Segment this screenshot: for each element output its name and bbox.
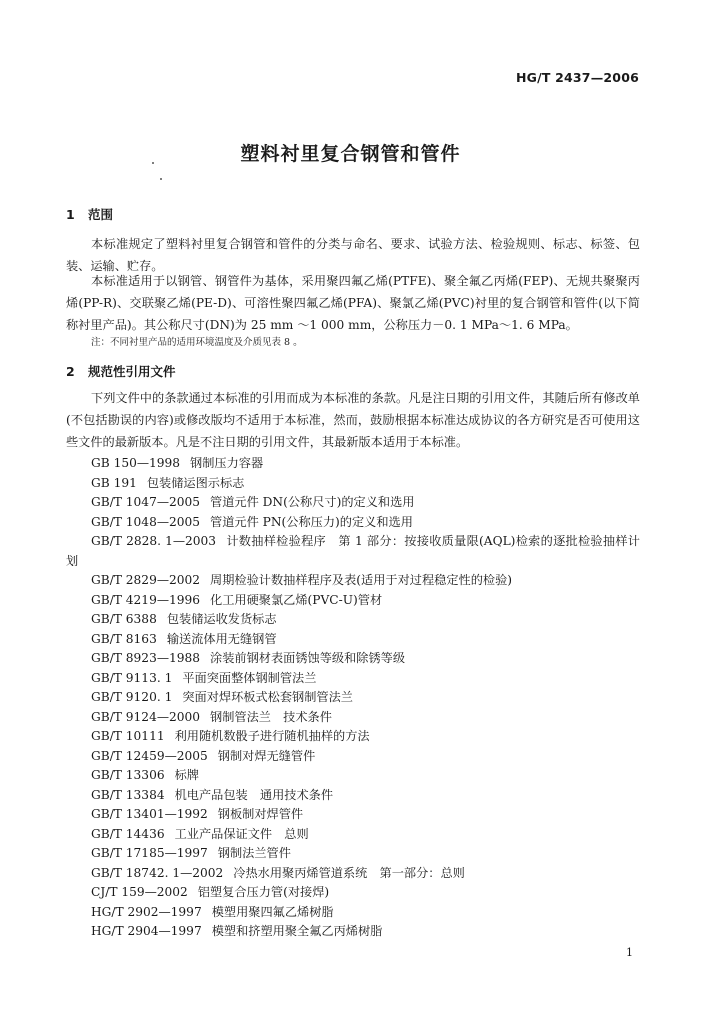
reference-item xyxy=(66,532,640,571)
reference-code: GB/T 4219—1996 xyxy=(91,592,201,607)
reference-code: GB/T 14436 xyxy=(91,826,165,841)
reference-code: GB/T 9120. 1 xyxy=(91,690,173,704)
reference-title: 平面突面整体钢制管法兰 xyxy=(182,670,317,685)
scope-note: 注：不同衬里产品的适用环境温度及介质见表 8 。 xyxy=(91,337,303,348)
reference-title: 钢制压力容器 xyxy=(190,456,264,470)
reference-title: 包装储运收发货标志 xyxy=(166,612,277,626)
reference-title: 涂装前钢材表面锈蚀等级和除锈等级 xyxy=(210,651,406,665)
reference-code: GB/T 1048—2005 xyxy=(91,514,201,529)
reference-title: 模塑和挤塑用聚全氟乙丙烯树脂 xyxy=(211,924,383,938)
reference-title: 工业产品保证文件 总则 xyxy=(174,826,309,841)
reference-title: 突面对焊环板式松套钢制管法兰 xyxy=(182,690,353,704)
reference-item xyxy=(66,493,640,513)
reference-code: GB/T 2829—2002 xyxy=(91,573,201,587)
reference-item xyxy=(66,513,640,533)
reference-title: 包装储运图示标志 xyxy=(146,475,245,490)
reference-item xyxy=(66,610,640,630)
document-title: 塑料衬里复合钢管和管件 xyxy=(240,143,461,165)
reference-code: GB 191 xyxy=(91,475,137,490)
reference-code: GB/T 12459—2005 xyxy=(91,748,208,763)
reference-title: 输送流体用无缝钢管 xyxy=(166,631,277,646)
reference-code: GB/T 8163 xyxy=(91,631,157,646)
reference-item xyxy=(66,805,640,825)
reference-item xyxy=(66,883,640,903)
reference-item xyxy=(66,669,640,689)
scan-speck xyxy=(152,162,154,164)
reference-title: 钢制管法兰 技术条件 xyxy=(210,709,332,724)
standard-code: HG/T 2437—2006 xyxy=(515,70,639,85)
reference-title: 标牌 xyxy=(174,768,199,782)
reference-code: GB/T 13401—1992 xyxy=(91,807,208,821)
reference-title: 计数抽样检验程序 第 1 部分：按接收质量限(AQL)检索的逐批检验抽样计划 xyxy=(66,534,640,568)
reference-item xyxy=(66,844,640,864)
scope-paragraph-1: 本标准规定了塑料衬里复合钢管和管件的分类与命名、要求、试验方法、检验规则、标志、标签、包装、运输、贮存。 xyxy=(66,237,640,273)
normative-references-intro: 下列文件中的条款通过本标准的引用而成为本标准的条款。凡是注日期的引用文件，其随后所有修改单(不包括勘误的内容)或修改版均不适用于本标准，然而，鼓励根据本标准达成协议的各方研究是否可使用这些文件的最新版本。凡是不注日期的引用文件，其最新版本适用于本标准。 xyxy=(66,391,640,449)
section-2-heading xyxy=(66,362,176,380)
scope-paragraph-2: 本标准适用于以钢管、钢管件为基体，采用聚四氟乙烯(PTFE)、聚全氟乙丙烯(FEP)、无规共聚聚丙烯(PP-R)、交联聚乙烯(PE-D)、可溶性聚四氟乙烯(PFA)、聚氯乙烯(PVC)衬里的复合钢管和管件(以下简称衬里产品)。其公称尺寸(DN)为 25 mm ～1 000 mm，公称压力－0. 1 MPa～1. 6 MPa。 xyxy=(66,274,640,332)
reference-item xyxy=(66,766,640,786)
section-2-number: 2 xyxy=(66,364,75,379)
section-2-title: 规范性引用文件 xyxy=(88,364,176,379)
page-number: 1 xyxy=(626,946,633,959)
scan-speck xyxy=(160,178,162,180)
reference-title: 利用随机数骰子进行随机抽样的方法 xyxy=(174,729,370,743)
reference-item xyxy=(66,903,640,923)
reference-code: HG/T 2902—1997 xyxy=(91,904,202,919)
reference-item xyxy=(66,591,640,611)
reference-title: 钢板制对焊管件 xyxy=(217,807,304,821)
reference-code: GB/T 13384 xyxy=(91,787,165,802)
reference-code: CJ/T 159—2002 xyxy=(91,885,188,899)
reference-code: GB/T 10111 xyxy=(91,729,165,743)
reference-title: 模塑用聚四氟乙烯树脂 xyxy=(211,904,334,919)
reference-code: GB/T 9113. 1 xyxy=(91,670,173,685)
reference-list xyxy=(66,454,640,942)
reference-code: HG/T 2904—1997 xyxy=(91,924,202,938)
reference-title: 管道元件 PN(公称压力)的定义和选用 xyxy=(210,514,413,529)
reference-title: 化工用硬聚氯乙烯(PVC-U)管材 xyxy=(210,592,383,607)
reference-title: 机电产品包装 通用技术条件 xyxy=(174,787,334,802)
section-1-number: 1 xyxy=(66,207,75,222)
reference-title: 铝塑复合压力管(对接焊) xyxy=(197,885,330,899)
section-1-title: 范围 xyxy=(88,207,114,222)
section-1-heading xyxy=(66,205,113,223)
reference-title: 管道元件 DN(公称尺寸)的定义和选用 xyxy=(210,495,415,509)
reference-code: GB/T 1047—2005 xyxy=(91,495,201,509)
reference-title: 冷热水用聚丙烯管道系统 第一部分：总则 xyxy=(233,865,465,880)
reference-code: GB/T 13306 xyxy=(91,768,165,782)
reference-title: 周期检验计数抽样程序及表(适用于对过程稳定性的检验) xyxy=(210,573,513,587)
reference-item xyxy=(66,688,640,708)
reference-code: GB/T 2828. 1—2003 xyxy=(91,534,217,548)
reference-item xyxy=(66,630,640,650)
reference-code: GB/T 8923—1988 xyxy=(91,651,201,665)
reference-item xyxy=(66,474,640,494)
reference-item xyxy=(66,649,640,669)
reference-item xyxy=(66,922,640,942)
reference-code: GB/T 18742. 1—2002 xyxy=(91,865,224,880)
reference-item xyxy=(66,454,640,474)
reference-item xyxy=(66,571,640,591)
reference-item xyxy=(66,864,640,884)
reference-item xyxy=(66,786,640,806)
reference-item xyxy=(66,708,640,728)
reference-title: 钢制法兰管件 xyxy=(217,846,291,860)
reference-code: GB/T 17185—1997 xyxy=(91,846,208,860)
reference-code: GB 150—1998 xyxy=(91,456,181,470)
reference-item xyxy=(66,727,640,747)
reference-item xyxy=(66,747,640,767)
reference-code: GB/T 9124—2000 xyxy=(91,709,201,724)
reference-code: GB/T 6388 xyxy=(91,612,157,626)
reference-title: 钢制对焊无缝管件 xyxy=(217,748,316,763)
reference-item xyxy=(66,825,640,845)
